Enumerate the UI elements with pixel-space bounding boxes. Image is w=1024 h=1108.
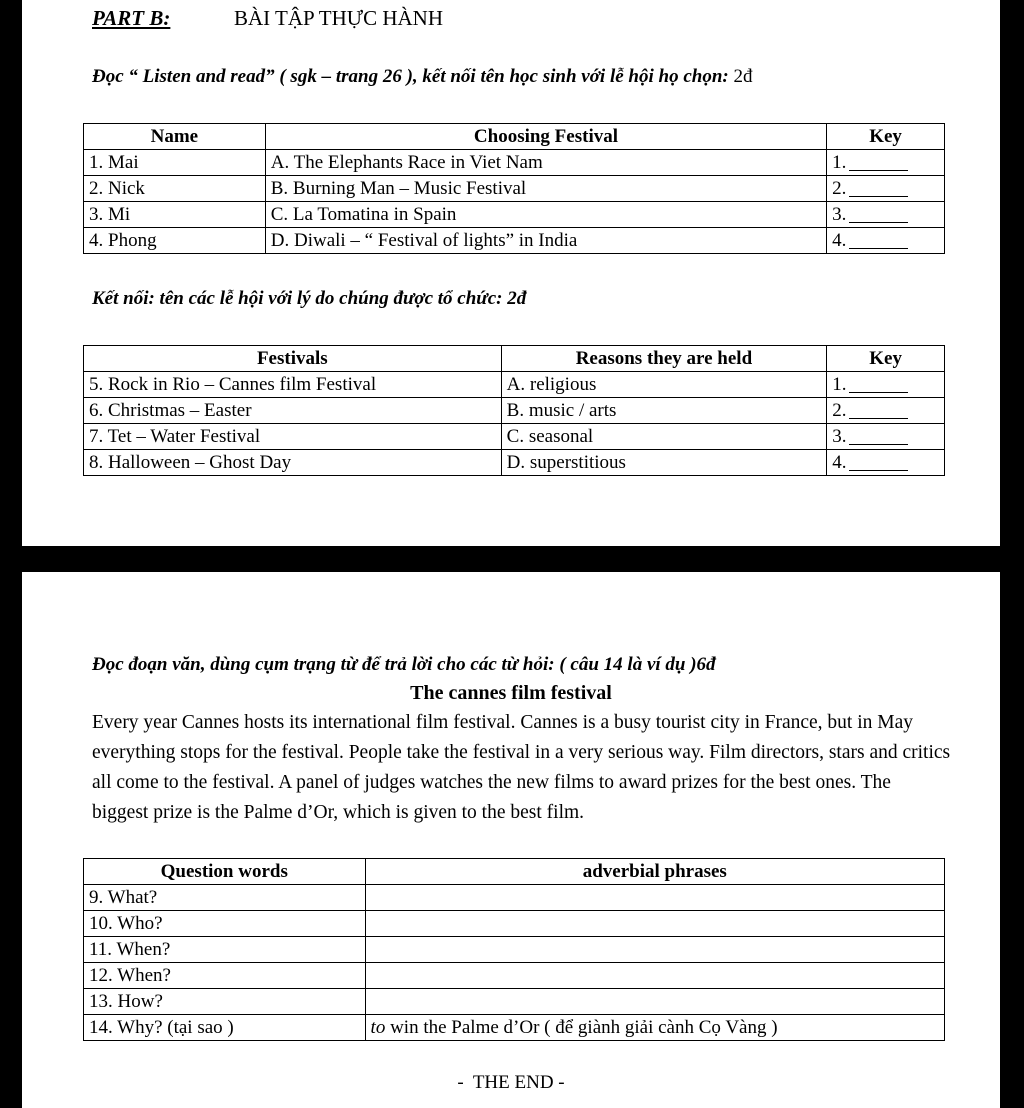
festival-name: 6. Christmas – Easter — [84, 398, 502, 424]
part-label: PART B: — [92, 6, 171, 30]
question-word: 12. When? — [84, 963, 366, 989]
header-festivals: Festivals — [84, 346, 502, 372]
answer-key-cell[interactable] — [827, 150, 945, 176]
table-header-row — [84, 346, 945, 372]
question-word: 9. What? — [84, 885, 366, 911]
worksheet-page-1 — [22, 0, 1000, 546]
example-answer-cell — [365, 1015, 944, 1041]
reason: B. music / arts — [501, 398, 827, 424]
answer-cell[interactable] — [365, 989, 944, 1015]
table-row — [84, 228, 945, 254]
example-answer-text: win the Palme d’Or ( để giành giải cành Cọ Vàng ) — [385, 1017, 778, 1038]
question-word: 13. How? — [84, 989, 366, 1015]
reason: C. seasonal — [501, 424, 827, 450]
header-name: Name — [84, 124, 266, 150]
key-number: 2. — [832, 178, 847, 199]
table-row — [84, 937, 945, 963]
table-row — [84, 372, 945, 398]
answer-key-cell[interactable] — [827, 398, 945, 424]
table-row — [84, 885, 945, 911]
key-number: 1. — [832, 374, 847, 395]
question-word: 10. Who? — [84, 911, 366, 937]
answer-cell[interactable] — [365, 963, 944, 989]
answer-blank-line — [849, 170, 908, 171]
student-name: 2. Nick — [84, 176, 266, 202]
question-word: 11. When? — [84, 937, 366, 963]
answer-blank-line — [849, 248, 908, 249]
festival-choice: C. La Tomatina in Spain — [265, 202, 826, 228]
header-question-words: Question words — [84, 859, 366, 885]
table-row — [84, 202, 945, 228]
festival-choice: B. Burning Man – Music Festival — [265, 176, 826, 202]
student-name: 3. Mi — [84, 202, 266, 228]
student-name: 4. Phong — [84, 228, 266, 254]
answer-cell[interactable] — [365, 937, 944, 963]
key-number: 2. — [832, 400, 847, 421]
answer-key-cell[interactable] — [827, 202, 945, 228]
answer-key-cell[interactable] — [827, 424, 945, 450]
table-row — [84, 424, 945, 450]
answer-key-cell[interactable] — [827, 176, 945, 202]
reading-passage: Every year Cannes hosts its international film festival. Cannes is a busy tourist city in France, but in May everything stops for the festival. People take the festival in a very serious way. Film directors, stars and critics all come to the festival. A panel of judges watches the new films to award prizes for the best ones. The biggest prize is the Palme d’Or, which is given to the best film. — [92, 712, 951, 823]
student-name: 1. Mai — [84, 150, 266, 176]
section3-instruction: Đọc đoạn văn, dùng cụm trạng từ để trả lời cho các từ hỏi: ( câu 14 là ví dụ )6đ — [92, 654, 716, 675]
header-key: Key — [827, 346, 945, 372]
the-end: - THE END - — [457, 1072, 565, 1093]
table-row — [84, 963, 945, 989]
section1-instruction — [92, 66, 752, 88]
key-number: 1. — [832, 152, 847, 173]
example-answer-italic: to — [370, 1017, 386, 1038]
answer-cell[interactable] — [365, 911, 944, 937]
header-adverbial-phrases: adverbial phrases — [365, 859, 944, 885]
answer-blank-line — [849, 392, 908, 393]
reason: A. religious — [501, 372, 827, 398]
students-festival-table — [83, 123, 945, 254]
worksheet-page-2 — [22, 572, 1000, 1108]
festival-name: 5. Rock in Rio – Cannes film Festival — [84, 372, 502, 398]
table-header-row — [84, 859, 945, 885]
answer-blank-line — [849, 444, 908, 445]
festival-name: 8. Halloween – Ghost Day — [84, 450, 502, 476]
table-row — [84, 398, 945, 424]
table-row — [84, 150, 945, 176]
key-number: 3. — [832, 426, 847, 447]
answer-key-cell[interactable] — [827, 372, 945, 398]
section1-instruction-text: Đọc “ Listen and read” ( sgk – trang 26 ), kết nối tên học sinh với lễ hội họ chọn: — [92, 66, 729, 87]
header-key: Key — [827, 124, 945, 150]
answer-cell[interactable] — [365, 885, 944, 911]
key-number: 4. — [832, 452, 847, 473]
table-row — [84, 911, 945, 937]
answer-blank-line — [849, 470, 908, 471]
question-word: 14. Why? (tại sao ) — [84, 1015, 366, 1041]
answer-key-cell[interactable] — [827, 228, 945, 254]
answer-blank-line — [849, 222, 908, 223]
table-row — [84, 450, 945, 476]
key-number: 3. — [832, 204, 847, 225]
festival-choice: D. Diwali – “ Festival of lights” in India — [265, 228, 826, 254]
answer-blank-line — [849, 418, 908, 419]
header-choosing-festival: Choosing Festival — [265, 124, 826, 150]
part-title: BÀI TẬP THỰC HÀNH — [234, 6, 444, 30]
reason: D. superstitious — [501, 450, 827, 476]
table-row — [84, 1015, 945, 1041]
key-number: 4. — [832, 230, 847, 251]
section1-points: 2đ — [733, 66, 753, 87]
section2-instruction: Kết nối: tên các lễ hội với lý do chúng được tổ chức: 2đ — [92, 288, 527, 309]
question-words-table — [83, 858, 945, 1041]
answer-blank-line — [849, 196, 908, 197]
festival-reasons-table — [83, 345, 945, 476]
table-row — [84, 176, 945, 202]
header-reasons: Reasons they are held — [501, 346, 827, 372]
passage-title: The cannes film festival — [410, 682, 612, 704]
festival-name: 7. Tet – Water Festival — [84, 424, 502, 450]
answer-key-cell[interactable] — [827, 450, 945, 476]
table-row — [84, 989, 945, 1015]
table-header-row — [84, 124, 945, 150]
festival-choice: A. The Elephants Race in Viet Nam — [265, 150, 826, 176]
